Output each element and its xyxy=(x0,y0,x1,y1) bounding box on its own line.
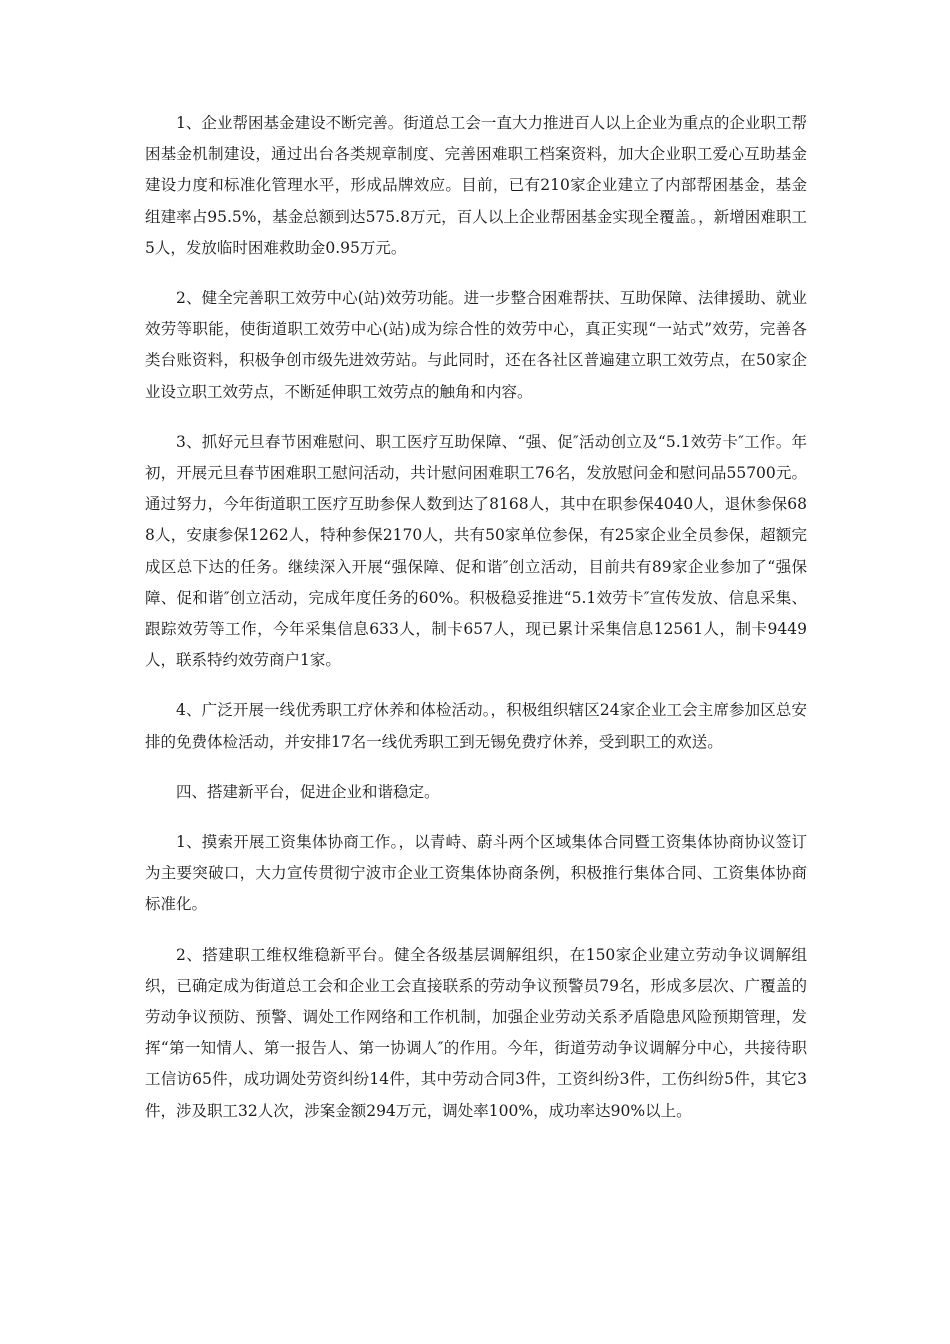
paragraph-health-checkup: 4、广泛开展一线优秀职工疗休养和体检活动。，积极组织辖区24家企业工会主席参加区总安排的免费体检活动，并安排17名一线优秀职工到无锡免费疗休养，受到职工的欢送。 xyxy=(145,701,807,751)
paragraph-fund-construction: 1、企业帮困基金建设不断完善。街道总工会一直大力推进百人以上企业为重点的企业职工帮困基金机制建设，通过出台各类规章制度、完善困难职工档案资料，加大企业职工爱心互助基金建设力度和标准化管理水平，形成品牌效应。目前，已有210家企业建立了内部帮困基金，基金组建率占95.5%，基金总额到达575.8万元，百人以上企业帮困基金实现全覆盖。，新增困难职工5人，发放临时困难救助金0.95万元。 xyxy=(145,114,807,257)
document-body xyxy=(145,108,807,1146)
paragraph-rights-protection: 2、搭建职工维权维稳新平台。健全各级基层调解组织，在150家企业建立劳动争议调解组织，已确定成为街道总工会和企业工会直接联系的劳动争议预警员79名，形成多层次、广覆盖的劳动争议预防、预警、调处工作网络和工作机制，加强企业劳动关系矛盾隐患风险预期管理，发挥“第一知情人、第一报告人、第一协调人″的作用。今年，街道劳动争议调解分中心，共接待职工信访65件，成功调处劳资纠纷14件，其中劳动合同3件，工资纠纷3件，工伤纠纷5件，其它3件，涉及职工32人次，涉案金额294万元，调处率100%，成功率达90%以上。 xyxy=(145,945,807,1120)
paragraph-wage-negotiation: 1、摸索开展工资集体协商工作。，以青峙、蔚斗两个区域集体合同暨工资集体协商协议签订为主要突破口，大力宣传贯彻宁波市企业工资集体协商条例，积极推行集体合同、工资集体协商标准化。 xyxy=(145,833,807,914)
paragraph-service-center: 2、健全完善职工效劳中心(站)效劳功能。进一步整合困难帮扶、互助保障、法律援助、就业效劳等职能，使街道职工效劳中心(站)成为综合性的效劳中心，真正实现“一站式”效劳，完善各类台账资料，积极争创市级先进效劳站。与此同时，还在各社区普遍建立职工效劳点，在50家企业设立职工效劳点，不断延伸职工效劳点的触角和内容。 xyxy=(145,289,807,401)
section-heading-new-platform: 四、搭建新平台，促进企业和谐稳定。 xyxy=(176,782,440,801)
paragraph-spring-festival-relief: 3、抓好元旦春节困难慰问、职工医疗互助保障、“强、促″活动创立及“5.1效劳卡″工作。年初，开展元旦春节困难职工慰问活动，共计慰问困难职工76名，发放慰问金和慰问品55700元。通过努力，今年街道职工医疗互助参保人数到达了8168人，其中在职参保4040人，退休参保688人，安康参保1262人，特种参保2170人，共有50家单位参保，有25家企业全员参保，超额完成区总下达的任务。继续深入开展“强保障、促和谐″创立活动，目前共有89家企业参加了“强保障、促和谐″创立活动，完成年度任务的60%。积极稳妥推进“5.1效劳卡″宣传发放、信息采集、跟踪效劳等工作，今年采集信息633人，制卡657人，现已累计采集信息12561人，制卡9449人，联系特约效劳商户1家。 xyxy=(145,432,807,670)
